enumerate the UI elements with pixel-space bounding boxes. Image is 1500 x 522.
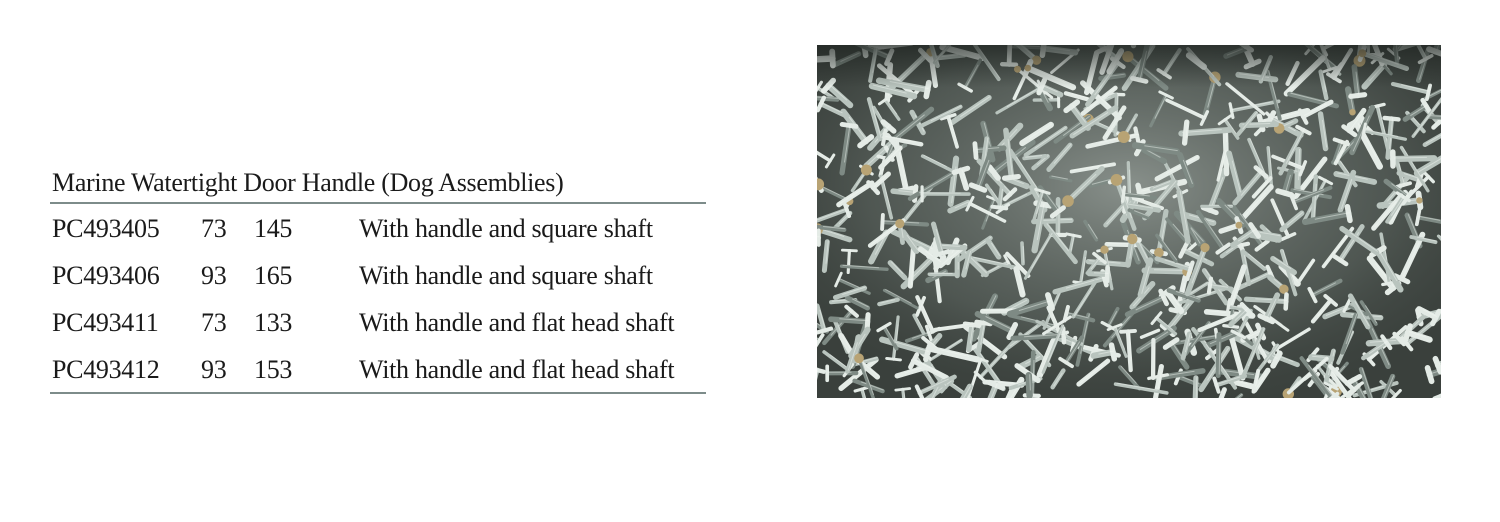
table-row bbox=[50, 251, 706, 298]
description: With handle and flat head shaft bbox=[359, 308, 675, 337]
part-number: PC493412 bbox=[52, 355, 160, 384]
part-number: PC493405 bbox=[52, 214, 160, 243]
dimension-a: 93 bbox=[201, 355, 227, 384]
description: With handle and square shaft bbox=[359, 261, 653, 290]
description: With handle and square shaft bbox=[359, 214, 653, 243]
part-number: PC493406 bbox=[52, 261, 160, 290]
dimension-b: 145 bbox=[254, 214, 293, 243]
dimension-b: 165 bbox=[254, 261, 293, 290]
dimension-a: 93 bbox=[201, 261, 227, 290]
dimension-b: 153 bbox=[254, 355, 293, 384]
table-row bbox=[50, 204, 706, 251]
spec-table bbox=[50, 164, 706, 394]
table-row bbox=[50, 298, 706, 345]
table-title: Marine Watertight Door Handle (Dog Assemblies) bbox=[50, 164, 706, 204]
dimension-a: 73 bbox=[201, 308, 227, 337]
description: With handle and flat head shaft bbox=[359, 355, 675, 384]
dimension-b: 133 bbox=[254, 308, 293, 337]
table-body bbox=[50, 204, 706, 394]
door-handles-pile-image bbox=[817, 45, 1441, 398]
dimension-a: 73 bbox=[201, 214, 227, 243]
table-row bbox=[50, 345, 706, 392]
product-photo bbox=[817, 45, 1441, 398]
part-number: PC493411 bbox=[52, 308, 159, 337]
